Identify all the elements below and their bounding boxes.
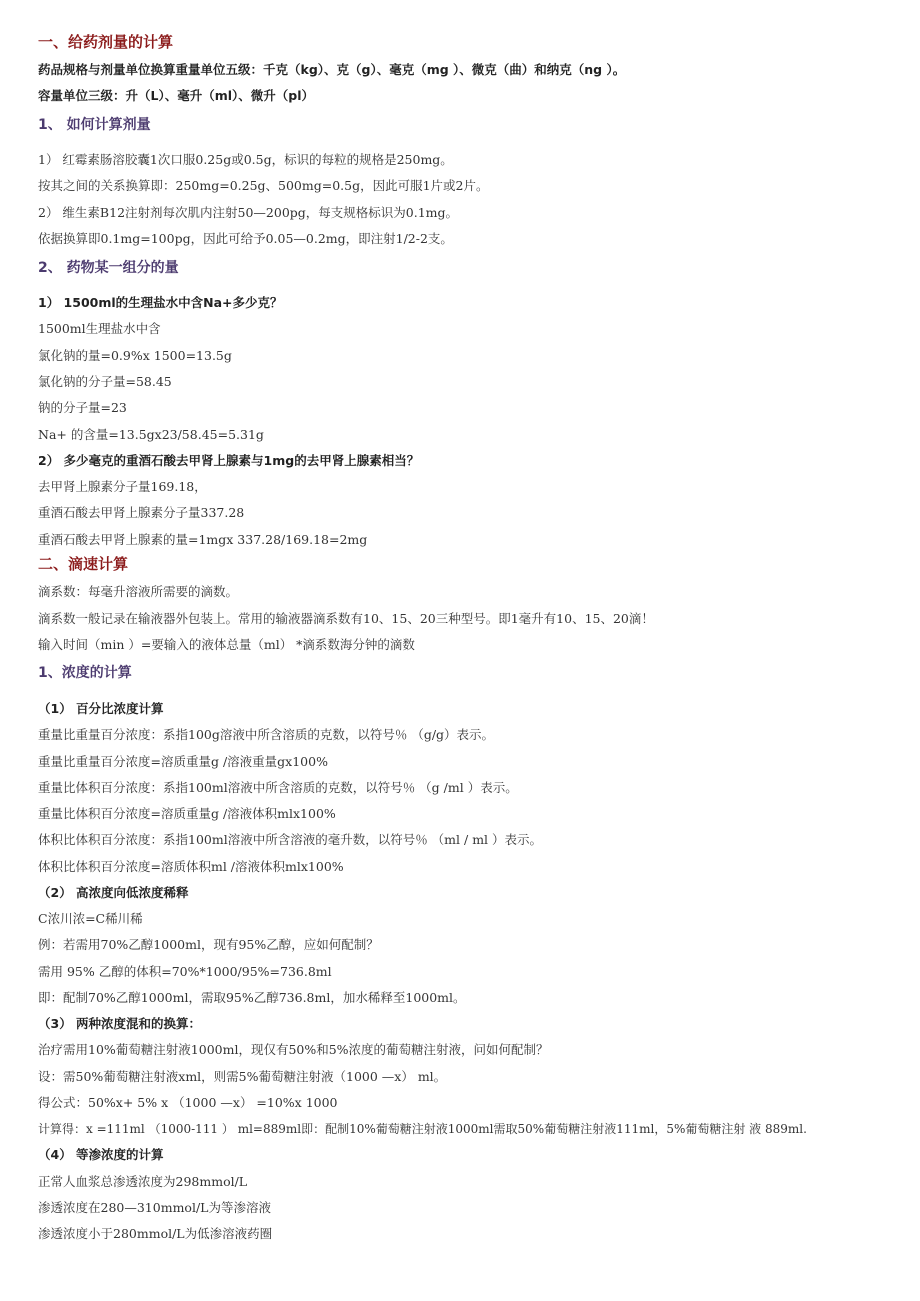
- text-line: 氯化钠的分子量=58.45: [38, 374, 172, 389]
- text-line: 体积比体积百分浓度=溶质体积ml /溶液体积mlx100%: [38, 859, 344, 874]
- text-line: 钠的分子量=23: [38, 400, 127, 415]
- text-line: 氯化钠的量=0.9%x 1500=13.5g: [38, 348, 232, 363]
- subheading-percent-concentration: （1） 百分比浓度计算: [38, 701, 164, 716]
- text-line: Na+ 的含量=13.5gx23/58.45=5.31g: [38, 427, 264, 442]
- text-line: 例：若需用70%乙醇1000ml，现有95%乙醇，应如何配制？: [38, 937, 379, 952]
- text-line: 渗透浓度在280—310mmol/L为等渗溶液: [38, 1200, 271, 1215]
- text-line: 2） 维生素B12注射剂每次肌内注射50—200pg，每支规格标识为0.1mg。: [38, 205, 459, 220]
- question-1: 1） 1500ml的生理盐水中含Na+多少克？: [38, 295, 283, 310]
- text-line: 需用 95% 乙醇的体积=70%*1000/95%=736.8ml: [38, 964, 332, 979]
- text-line: 去甲肾上腺素分子量169.18，: [38, 479, 207, 494]
- text-line: 体积比体积百分浓度：系指100ml溶液中所含溶液的毫升数，以符号％ （ml / ml ）表示。: [38, 832, 543, 847]
- question-2: 2） 多少毫克的重酒石酸去甲肾上腺素与1mg的去甲肾上腺素相当？: [38, 453, 420, 468]
- subheading-isotonic: （4） 等渗浓度的计算: [38, 1147, 164, 1162]
- text-line: 得公式：50%x+ 5% x （1000 —x） =10%x 1000: [38, 1095, 338, 1110]
- text-line: 重量比重量百分浓度：系指100g溶液中所含溶质的克数，以符号％ （g/g）表示。: [38, 727, 495, 742]
- text-line: 重酒石酸去甲肾上腺素分子量337.28: [38, 505, 245, 520]
- subsection-1-2-heading: 2、 药物某一组分的量: [38, 260, 179, 276]
- text-line: 计算得：x =111ml （1000-111 ） ml=889ml即：配制10%葡萄糖注射液1000ml需取50%葡萄糖注射液111ml，5%葡萄糖注射 液 889ml.: [38, 1122, 807, 1136]
- section-2-heading: 二、滴速计算: [38, 555, 129, 573]
- text-line: 按其之间的关系换算即：250mg=0.25g、500mg=0.5g，因此可服1片或2片。: [38, 178, 489, 193]
- text-line: 1500ml生理盐水中含: [38, 321, 161, 336]
- subsection-1-1-heading: 1、 如何计算剂量: [38, 117, 151, 133]
- text-line: 即：配制70%乙醇1000ml，需取95%乙醇736.8ml，加水稀释至1000ml。: [38, 990, 466, 1005]
- text-line: 重量比体积百分浓度=溶质重量g /溶液体积mlx100%: [38, 806, 336, 821]
- text-line: 正常人血浆总渗透浓度为298mmol/L: [38, 1174, 248, 1189]
- text-line: 治疗需用10%葡萄糖注射液1000ml，现仅有50%和5%浓度的葡萄糖注射液，问如何配制？: [38, 1042, 549, 1057]
- section-1-heading: 一、给药剂量的计算: [38, 33, 174, 51]
- text-line: 依据换算即0.1mg=100pg，因此可给予0.05—0.2mg，即注射1/2-2支。: [38, 231, 453, 246]
- text-line: 输入时间（min ）=要输入的液体总量（ml） *滴系数海分钟的滴数: [38, 637, 415, 652]
- mass-units-line: 药品规格与剂量单位换算重量单位五级：千克（kg）、克（g）、毫克（mg ）、微克（曲）和纳克（ng ）。: [38, 62, 626, 77]
- subsection-2-1-heading: 1、浓度的计算: [38, 665, 132, 681]
- text-line: C浓川浓=C稀川稀: [38, 911, 143, 926]
- volume-units-line: 容量单位三级：升（L）、毫升（ml）、微升（pl）: [38, 88, 315, 103]
- subheading-mixing: （3） 两种浓度混和的换算：: [38, 1016, 202, 1031]
- subheading-dilution: （2） 高浓度向低浓度稀释: [38, 885, 189, 900]
- text-line: 重量比体积百分浓度：系指100ml溶液中所含溶质的克数，以符号％ （g /ml ）表示。: [38, 780, 518, 795]
- text-line: 滴系数一般记录在输液器外包装上。常用的输液器滴系数有10、15、20三种型号。即1毫升有10、15、20滴！: [38, 611, 654, 626]
- text-line: 滴系数：每毫升溶液所需要的滴数。: [38, 584, 239, 599]
- text-line: 重量比重量百分浓度=溶质重量g /溶液重量gx100%: [38, 754, 328, 769]
- text-line: 设：需50%葡萄糖注射液xml，则需5%葡萄糖注射液（1000 —x） ml。: [38, 1069, 447, 1084]
- text-line: 重酒石酸去甲肾上腺素的量=1mgx 337.28/169.18=2mg: [38, 532, 368, 547]
- text-line: 1） 红霉素肠溶胶囊1次口服0.25g或0.5g，标识的每粒的规格是250mg。: [38, 152, 453, 167]
- text-line: 渗透浓度小于280mmol/L为低渗溶液药圈: [38, 1226, 273, 1241]
